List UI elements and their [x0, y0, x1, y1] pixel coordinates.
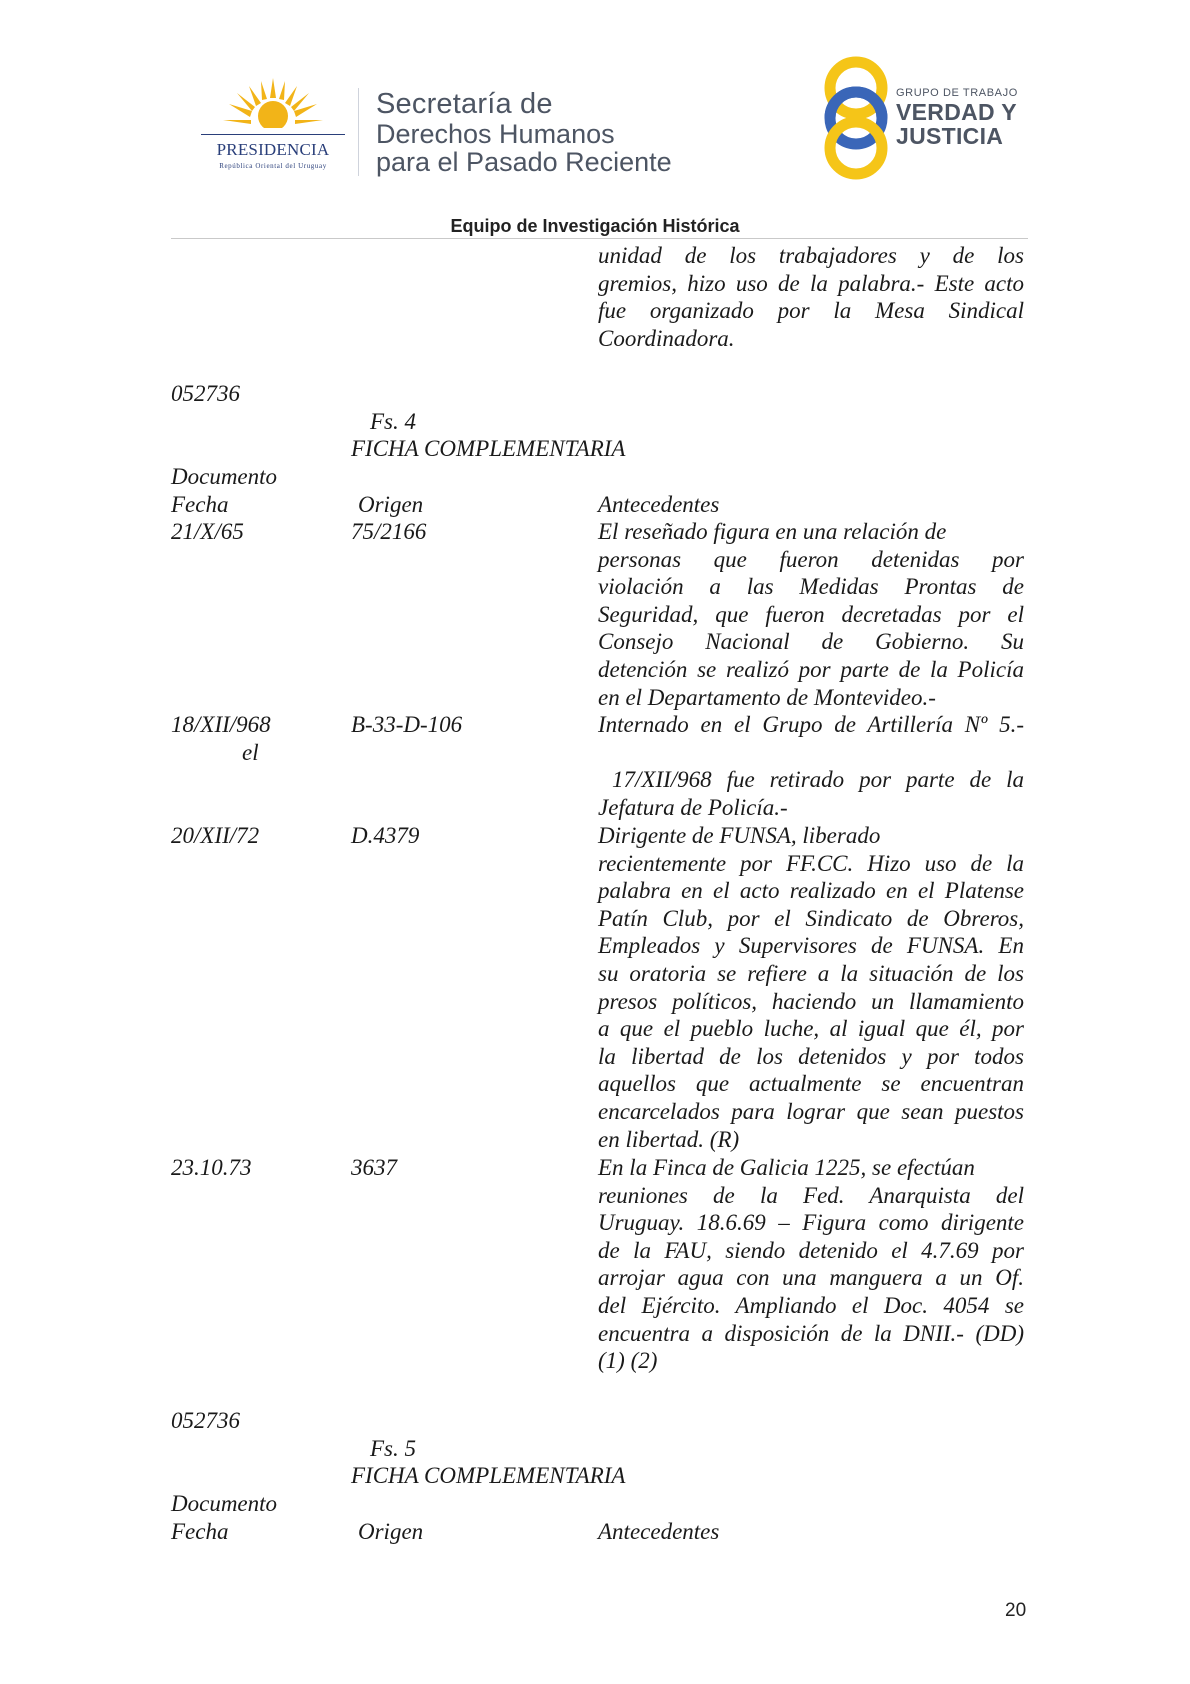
text-line: a que el pueblo luche, al igual que él, por	[598, 1016, 1024, 1042]
text-line: (1) (2)	[598, 1348, 658, 1374]
text-line: la libertad de los detenidos y por todos	[598, 1043, 1024, 1069]
secretaria-line2: Derechos Humanos	[376, 119, 615, 149]
column-fecha: Fecha	[171, 492, 229, 517]
entry-antecedentes	[598, 711, 1024, 739]
vyj-line2: VERDAD Y	[896, 99, 1017, 125]
text-line: unidad de los trabajadores y de los	[598, 243, 1024, 268]
text-line: encuentra a disposición de la DNII.- (DD)	[598, 1320, 1024, 1346]
text-line: Internado en el Grupo de Artillería Nº 5.-	[598, 712, 1024, 737]
entry-antecedentes-continued	[598, 766, 1024, 821]
text-line: de la FAU, siendo detenido el 4.7.69 por	[598, 1237, 1024, 1263]
presidencia-subtitle: República Oriental del Uruguay	[219, 162, 327, 170]
column-origen: Origen	[358, 1519, 424, 1544]
text-line: Jefatura de Policía.-	[598, 794, 788, 820]
column-documento: Documento	[171, 464, 278, 489]
text-line: recientemente por FF.CC. Hizo uso de la	[598, 850, 1024, 876]
document-number: 052736	[171, 381, 240, 406]
verdad-justicia-logo	[820, 56, 1030, 181]
text-line: reuniones de la Fed. Anarquista del	[598, 1182, 1024, 1208]
continuation-paragraph	[598, 242, 1024, 352]
entry-fecha: 21/X/65	[171, 519, 244, 544]
text-line: en el Departamento de Montevideo.-	[598, 684, 936, 710]
rings-icon	[820, 56, 892, 181]
text-line: Uruguay. 18.6.69 – Figura como dirigente	[598, 1210, 1024, 1236]
entry-origen: 75/2166	[351, 519, 427, 544]
text-line: su oratoria se refiere a la situación de los	[598, 960, 1024, 986]
entry-fecha: 23.10.73	[171, 1155, 252, 1180]
ficha-title: FICHA COMPLEMENTARIA	[351, 1463, 626, 1488]
text-line: El reseñado figura en una relación de	[598, 519, 947, 544]
text-line: encarcelados para lograr que sean puestos	[598, 1098, 1024, 1124]
vyj-line1: GRUPO DE TRABAJO	[896, 87, 1018, 99]
entry-fecha: 20/XII/72	[171, 823, 260, 848]
text-line: presos políticos, haciendo un llamamiento	[598, 988, 1024, 1014]
secretaria-line3: para el Pasado Reciente	[376, 147, 672, 177]
entry-origen: B-33-D-106	[351, 712, 463, 737]
text-line: Empleados y Supervisores de FUNSA. En	[598, 933, 1024, 959]
column-antecedentes: Antecedentes	[598, 1519, 720, 1544]
vyj-line3: JUSTICIA	[896, 123, 1004, 149]
secretaria-line1: Secretaría de	[376, 88, 553, 120]
text-line: en libertad. (R)	[598, 1126, 740, 1152]
presidencia-logo	[193, 78, 353, 178]
text-line: palabra en el acto realizado en el Platense	[598, 878, 1024, 904]
text-line: detención se realizó por parte de la Policía	[598, 656, 1024, 682]
sun-icon	[221, 78, 325, 138]
text-line: del Ejército. Ampliando el Doc. 4054 se	[598, 1292, 1024, 1318]
entry-fecha: 18/XII/968	[171, 712, 271, 737]
text-line: Coordinadora.	[598, 325, 735, 351]
entry-antecedentes	[598, 518, 1024, 711]
text-line: fue organizado por la Mesa Sindical	[598, 298, 1024, 324]
text-line: gremios, hizo uso de la palabra.- Este acto	[598, 270, 1024, 296]
text-line: Consejo Nacional de Gobierno. Su	[598, 629, 1024, 655]
page-number: 20	[1005, 1600, 1027, 1621]
header-divider	[358, 88, 359, 176]
team-title: Equipo de Investigación Histórica	[450, 216, 740, 236]
presidencia-name: PRESIDENCIA	[216, 140, 330, 159]
entry-origen: D.4379	[351, 823, 420, 848]
entry-origen: 3637	[351, 1155, 397, 1180]
column-origen: Origen	[358, 492, 424, 517]
text-line: aquellos que actualmente se encuentran	[598, 1071, 1024, 1097]
text-line: Dirigente de FUNSA, liberado	[598, 823, 881, 848]
text-line: Seguridad, que fueron decretadas por el	[598, 601, 1024, 627]
text-line: personas que fueron detenidas por	[598, 546, 1024, 572]
header-rule	[171, 238, 1028, 239]
document-number: 052736	[171, 1408, 240, 1433]
ficha-title: FICHA COMPLEMENTARIA	[351, 436, 626, 461]
column-documento: Documento	[171, 1491, 278, 1516]
entry-antecedentes	[598, 1154, 1024, 1375]
text-line: 17/XII/968 fue retirado por parte de la	[612, 767, 1024, 792]
folio-label: Fs. 4	[370, 409, 416, 434]
column-antecedentes: Antecedentes	[598, 492, 720, 517]
secretaria-logo	[376, 88, 672, 176]
folio-label: Fs. 5	[370, 1436, 416, 1461]
text-line: En la Finca de Galicia 1225, se efectúan	[598, 1155, 975, 1180]
presidencia-rule	[201, 134, 345, 135]
text-line: arrojar agua con una manguera a un Of.	[598, 1265, 1024, 1291]
entry-fecha-extra: el	[242, 740, 259, 765]
entry-antecedentes	[598, 822, 1024, 1153]
text-line: Patín Club, por el Sindicato de Obreros,	[598, 905, 1024, 931]
column-fecha: Fecha	[171, 1519, 229, 1544]
text-line: violación a las Medidas Prontas de	[598, 574, 1024, 600]
